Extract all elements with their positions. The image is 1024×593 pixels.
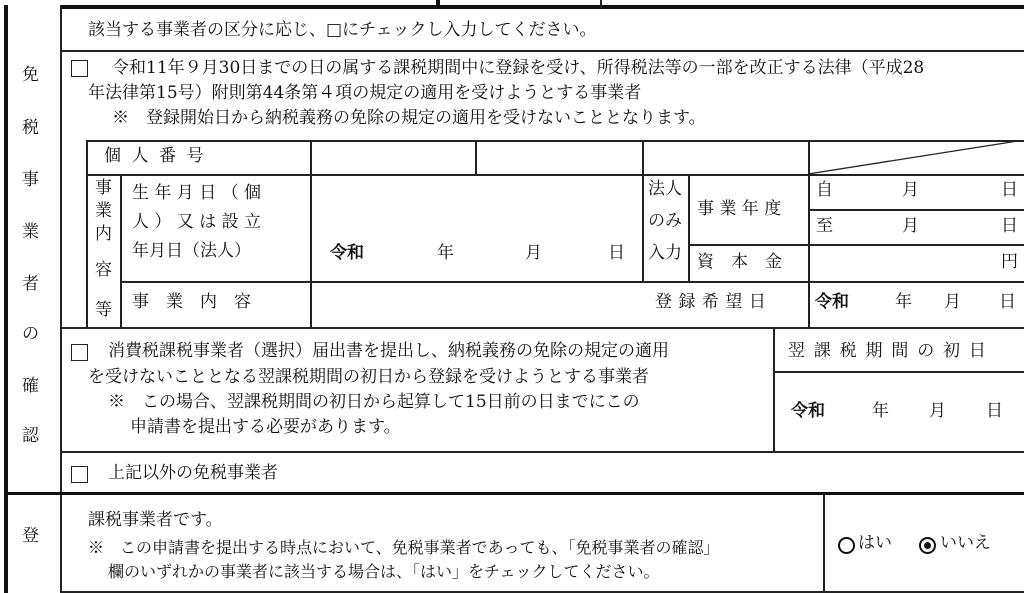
menzei-label-char: 事 [22, 170, 39, 190]
top-border [60, 5, 1024, 9]
yes-label: はい [858, 533, 892, 553]
kojin-bango-field[interactable] [311, 141, 642, 174]
option1-note: ※ 登録開始日から納税義務の免除の規定の適用を受けないこととなります。 [112, 108, 706, 128]
day-unit: 日 [1001, 180, 1018, 200]
day-unit: 日 [999, 292, 1016, 312]
top-stub-thin [600, 0, 602, 8]
option3-label: 上記以外の免税事業者 [108, 463, 278, 483]
option2-text-line1: 消費税課税事業者（選択）届出書を提出し、納税義務の免除の規定の適用 [108, 341, 669, 361]
year-unit: 年 [895, 292, 912, 312]
instruction-text: 該当する事業者の区分に応じ、□にチェックし入力してください。 [88, 20, 597, 40]
year-unit: 年 [437, 243, 454, 263]
era-reiwa: 令和 [330, 243, 364, 263]
next-period-header: 翌課税期間の初日 [788, 341, 995, 361]
section-separator [4, 492, 1024, 495]
option3-checkbox[interactable] [71, 466, 88, 483]
month-unit: 月 [929, 401, 946, 421]
day-unit: 日 [986, 401, 1003, 421]
era-reiwa: 令和 [815, 292, 849, 312]
day-unit: 日 [1001, 216, 1018, 236]
toroku-answer-divider [823, 495, 825, 593]
option2-note-line2: 申請書を提出する必要があります。 [130, 417, 401, 437]
hojin-label-line3: 入力 [648, 243, 682, 263]
year-unit: 年 [872, 401, 889, 421]
shihonkin-label: 資 本 金 [697, 252, 782, 272]
birth-label-line2: 人 ） 又 は 設 立 [132, 212, 262, 232]
kojin-bango-label: 個人番号 [104, 146, 215, 166]
toroku-note-line1: ※ この申請書を提出する時点において、免税事業者であっても、「免税事業者の確認」 [88, 538, 720, 557]
label-column-divider [60, 5, 62, 593]
jigyo-nendo-label: 事 業 年 度 [697, 199, 782, 219]
option1-text-line2: 年法律第15号）附則第44条第４項の規定の適用を受けようとする事業者 [88, 83, 642, 103]
month-unit: 月 [944, 292, 961, 312]
month-unit: 月 [902, 180, 919, 200]
day-unit: 日 [608, 243, 625, 263]
from-label: 自 [816, 180, 833, 200]
menzei-label-char: 確 [22, 376, 39, 396]
jigyo-label-char: 事 [95, 178, 112, 198]
menzei-label-char: 税 [22, 118, 39, 138]
birth-label-line1: 生 年 月 日 （ 個 [132, 183, 262, 203]
jigyo-label-char: 業 [95, 201, 112, 221]
menzei-label-char: の [22, 324, 39, 344]
option1-checkbox[interactable] [71, 60, 88, 77]
month-unit: 月 [902, 216, 919, 236]
kazei-line: 課税事業者です。 [88, 510, 223, 530]
blank-cell-diagonal [808, 140, 1024, 174]
bottom-border [60, 591, 1024, 593]
toroku-note-line2: 欄のいずれかの事業者に該当する場合は、「はい」をチェックしてください。 [108, 562, 660, 581]
radio-dot [924, 542, 931, 549]
menzei-label-char: 者 [22, 274, 39, 294]
jigyo-naiyo-label: 事 業 内 容 [132, 292, 251, 312]
no-label: いいえ [940, 533, 991, 553]
to-label: 至 [816, 216, 833, 236]
option2-note-line1: ※ この場合、翌課税期間の初日から起算して15日前の日までにこの [108, 392, 640, 412]
jigyo-label-char: 容 [95, 260, 112, 280]
option2-checkbox[interactable] [71, 344, 88, 361]
instruction-divider [60, 50, 1024, 52]
birth-label-line3: 年月日（法人） [132, 241, 251, 261]
hojin-label-line2: のみ [648, 211, 682, 231]
menzei-label-char: 認 [22, 426, 39, 446]
option2-date-divider [773, 327, 775, 451]
outer-left-border [4, 5, 8, 593]
menzei-label-char: 免 [22, 65, 39, 85]
option1-text-line1: 令和11年９月30日までの日の属する課税期間中に登録を受け、所得税法等の一部を改正する法律（平成28 [112, 58, 925, 78]
yen-unit: 円 [1001, 252, 1018, 272]
jigyo-label-char: 内 [95, 224, 112, 244]
option2-bottom-divider [60, 451, 1024, 453]
option2-date-header-divider [773, 371, 1024, 373]
top-stub [436, 0, 440, 8]
yes-radio[interactable] [838, 537, 855, 554]
jigyo-naiyo-field[interactable] [311, 282, 642, 327]
hojin-label-line1: 法人 [648, 179, 682, 199]
toroku-kibo-label: 登録希望日 [655, 292, 773, 312]
toroku-section-label: 登 [22, 526, 39, 546]
era-reiwa: 令和 [791, 401, 825, 421]
month-unit: 月 [525, 243, 542, 263]
no-radio-selected[interactable] [919, 537, 936, 554]
jigyo-label-char: 等 [95, 300, 112, 320]
option2-text-line2: を受けないこととなる翌課税期間の初日から登録を受けようとする事業者 [88, 367, 649, 387]
menzei-label-char: 業 [22, 222, 39, 242]
